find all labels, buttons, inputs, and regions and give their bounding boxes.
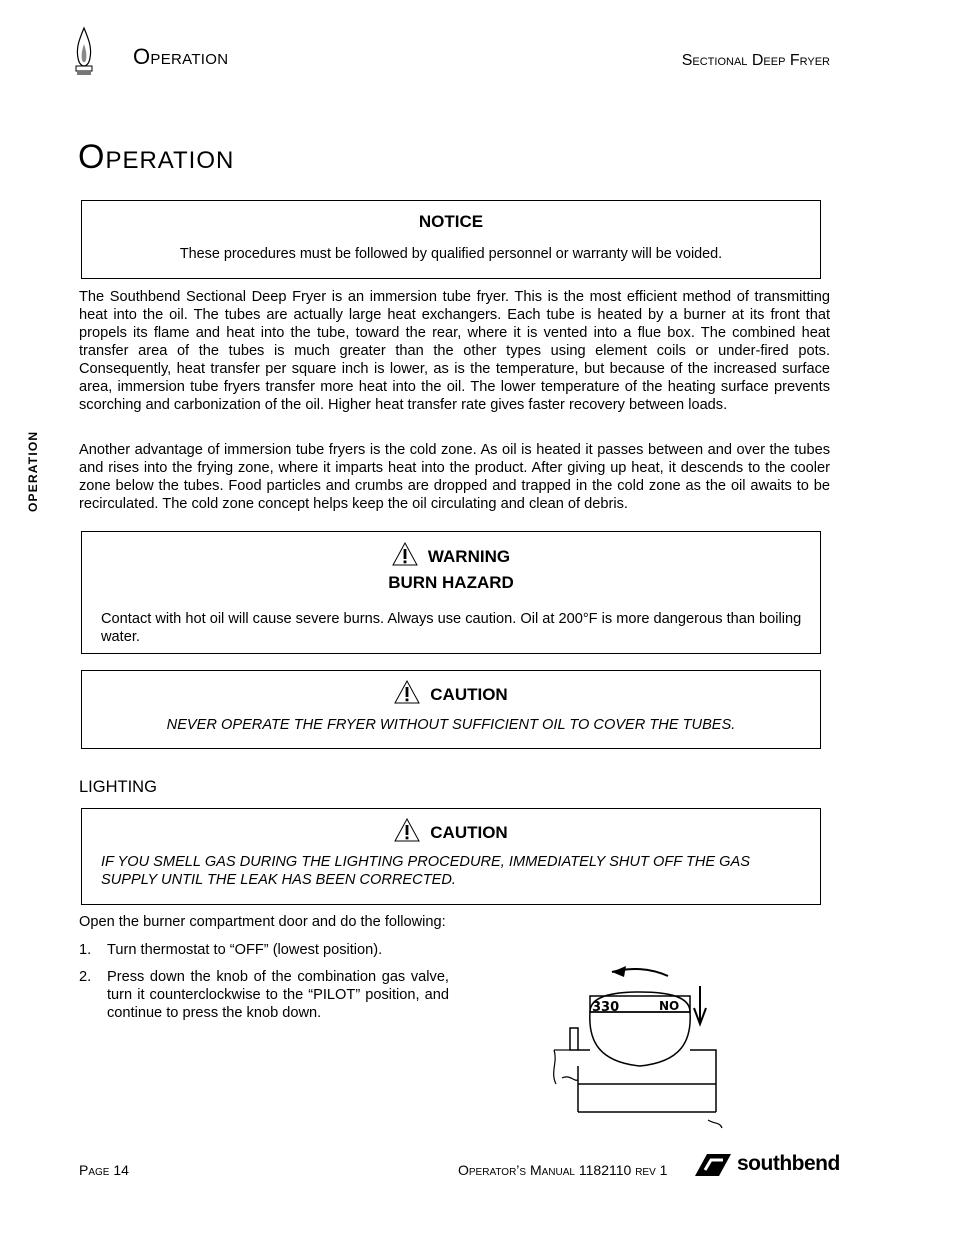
warning-icon — [394, 680, 420, 704]
header-section-title: Operation — [133, 44, 229, 69]
page-title: Operation — [78, 138, 235, 176]
warning-text: Contact with hot oil will cause severe burns. Always use caution. Oil at 200°F is more dangerous than boiling water. — [101, 611, 802, 645]
warning-box — [81, 531, 821, 654]
side-tab-label: OPERATION — [26, 430, 40, 512]
warning-subtitle: BURN HAZARD — [388, 573, 514, 592]
notice-text: These procedures must be followed by qualified personnel or warranty will be voided. — [179, 246, 723, 262]
caution-box-1 — [81, 670, 821, 749]
header-manual-title: Sectional Deep Fryer — [681, 52, 830, 69]
caution-2-title-row — [82, 818, 820, 843]
notice-box — [81, 200, 821, 279]
steps-intro: Open the burner compartment door and do the following: — [79, 914, 446, 930]
body-paragraph-1: The Southbend Sectional Deep Fryer is an immersion tube fryer. This is the most efficient method of transmitting heat into the oil. The tubes are actually large heat exchangers. Each tube is heated by a burner at its front that propels its flame and heat into the tube, toward the rear, where it is vented into a flue box. The combined heat transfer area of the tubes is much greater than the other types using element coils or under-fired pots. Consequently, heat transfer per square inch is lower, as is the temperature, but because of the increased surface area, immersion tube fryers transfer more heat into the oil. The lower temperature of the heating surface prevents scorching and carbonization of the oil. Higher heat transfer rate gives faster recovery between loads. — [79, 289, 830, 413]
warning-icon — [394, 818, 420, 842]
step-number: 1. — [79, 942, 92, 958]
body-paragraph-2: Another advantage of immersion tube fryers is the cold zone. As oil is heated it passes between and over the tubes and rises into the frying zone, where it imparts heat into the product. After giving up heat, it descends to the cooler zone below the tubes. Food particles and crumbs are dropped and trapped in the cold zone as the oil awaits to be recirculated. The cold zone concept helps keep the oil circulating and clean of debris. — [79, 442, 830, 512]
southbend-logo — [693, 1150, 840, 1180]
caution-1-title: CAUTION — [430, 685, 508, 704]
warning-icon — [392, 542, 418, 566]
knob-label-right: NO — [659, 999, 680, 1013]
notice-title: NOTICE — [418, 212, 484, 231]
knob-label-left: 330 — [592, 1000, 620, 1015]
logo-wordmark: southbend — [737, 1152, 840, 1175]
caution-box-2 — [81, 808, 821, 905]
step-text: Press down the knob of the combination gas valve, turn it counterclockwise to the “PILOT” position, and continue to press the knob down. — [107, 969, 449, 1021]
step-number: 2. — [79, 969, 92, 985]
footer-page-number: Page 14 — [79, 1162, 129, 1178]
caution-1-title-row — [82, 680, 820, 705]
caution-2-title: CAUTION — [430, 823, 508, 842]
step-text: Turn thermostat to “OFF” (lowest position). — [107, 942, 383, 958]
warning-title: WARNING — [427, 547, 511, 566]
caution-2-text: IF YOU SMELL GAS DURING THE LIGHTING PROCEDURE, IMMEDIATELY SHUT OFF THE GAS SUPPLY UNTIL THE LEAK HAS BEEN CORRECTED. — [101, 854, 750, 888]
lighting-heading: LIGHTING — [79, 778, 157, 796]
caution-1-text: NEVER OPERATE THE FRYER WITHOUT SUFFICIENT OIL TO COVER THE TUBES. — [166, 717, 736, 733]
footer-manual-info: Operator’s Manual 1182110 rev 1 — [458, 1162, 668, 1178]
warning-title-row — [82, 542, 820, 567]
gas-valve-knob-figure — [540, 962, 730, 1132]
flame-icon — [72, 26, 96, 78]
